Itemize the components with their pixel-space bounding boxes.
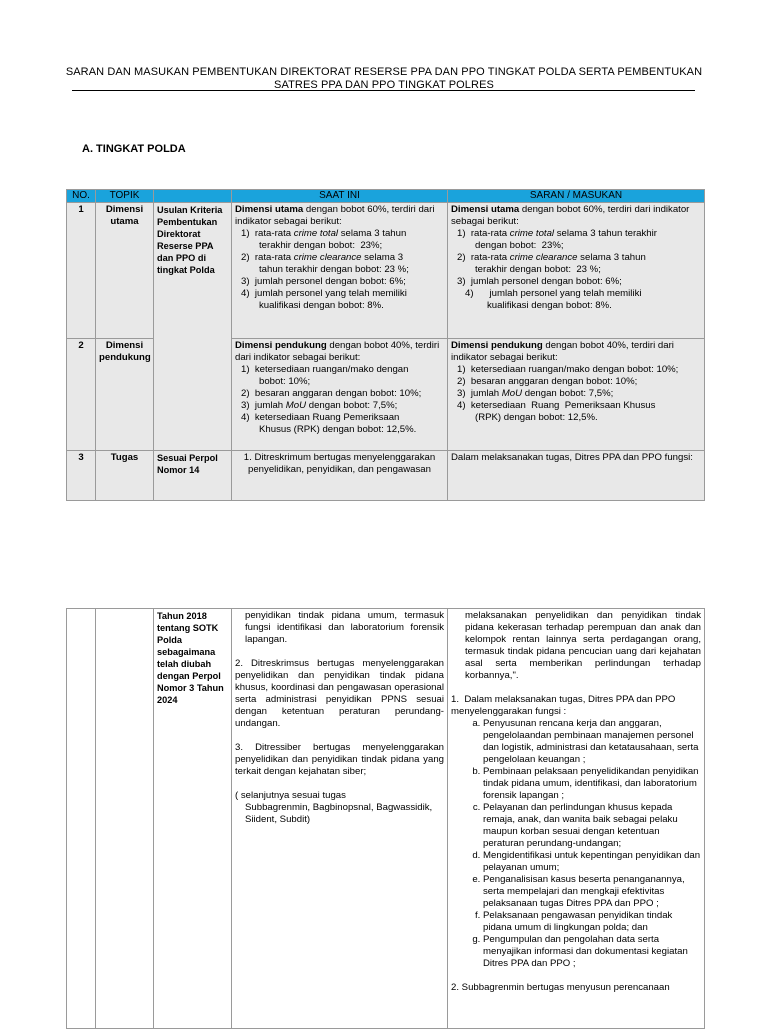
list-item: 4) jumlah personel yang telah memiliki kualifikasi dengan bobot: 8%.: [465, 288, 642, 311]
intro-text: dengan bobot 40%, terdiri dari indikator sebagai berikut:: [451, 340, 674, 363]
intro-bold: Dimensi pendukung: [235, 340, 327, 351]
section-heading: A. TINGKAT POLDA: [82, 143, 186, 155]
row-topik: Tugas: [96, 451, 154, 501]
usulan-cell: Tahun 2018 tentang SOTK Polda sebagaimana telah diubah dengan Perpol Nomor 3 Tahun 2024: [154, 609, 232, 1029]
list-item: 2) rata-rata crime clearance selama 3 tahun terakhir dengan bobot: 23 %;: [241, 252, 409, 275]
list-item: 2) besaran anggaran dengan bobot: 10%;: [457, 376, 638, 387]
saat-ini-item-5: Subbagrenmin, Bagbinopsnal, Bagwassidik, Siident, Subdit): [245, 802, 433, 825]
list-item: a. Penyusunan rencana kerja dan anggaran, pengelolaandan pembinaan manajemen personel dan logistik, administrasi dan ketatausahaan, serta pengelolaan keuangan ;: [483, 718, 701, 766]
intro-text: dengan bobot 40%, terdiri dari indikator sebagai berikut:: [235, 340, 440, 363]
list-item: 1) ketersediaan ruangan/mako dengan bobot: 10%;: [457, 364, 679, 375]
row-topik: [96, 609, 154, 1029]
saat-ini-cont: penyidikan tindak pidana umum, termasuk fungsi identifikasi dan laboratorium forensik lapangan.: [245, 610, 444, 645]
list-item: 4) ketersediaan Ruang Pemeriksaan Khusus (RPK) dengan bobot: 12,5%.: [457, 400, 656, 423]
table-row: [67, 203, 705, 339]
table-header-row: [67, 190, 705, 203]
saran-cont: melaksanakan penyelidikan dan penyidikan tindak pidana kekerasan terhadap perempuan dan anak dan kelompok rentan lainnya serta perdagangan orang, termasuk tindak pidana pencucian uang dari kejahatan asal serta memberikan perlindungan terhadap korbannya,".: [465, 610, 701, 681]
saran-cell: [448, 339, 705, 451]
header-saat-ini: SAAT INI: [232, 190, 448, 203]
saran-item-1: 1. Dalam melaksanakan tugas, Ditres PPA dan PPO menyelenggarakan fungsi :: [451, 694, 676, 717]
saat-ini-item-3: 3. Ditressiber bertugas menyelenggarakan penyelidikan dan penyidikan tindak pidana yang terkait dengan kejahatan siber;: [235, 742, 444, 777]
list-item: 3) jumlah personel dengan bobot: 6%;: [241, 276, 406, 287]
row-no: 2: [67, 339, 96, 451]
table-row: [67, 609, 705, 1029]
list-item: 1) rata-rata crime total selama 3 tahun terakhir dengan bobot: 23%;: [241, 228, 407, 251]
saran-cell: [448, 451, 705, 501]
intro-bold: Dimensi pendukung: [451, 340, 543, 351]
saran-text: Dalam melaksanakan tugas, Ditres PPA dan PPO fungsi:: [451, 452, 693, 463]
criteria-table: [66, 189, 705, 501]
row-topik: Dimensi pendukung: [96, 339, 154, 451]
saran-cell: [448, 609, 705, 1029]
list-item: d. Mengidentifikasi untuk kepentingan penyidikan dan pelayanan umum;: [483, 850, 701, 874]
title-underline: [72, 90, 695, 91]
title-line-1: SARAN DAN MASUKAN PEMBENTUKAN DIREKTORAT RESERSE PPA DAN PPO TINGKAT POLDA SERTA PEMBENTUKAN: [65, 66, 703, 78]
row-no: 3: [67, 451, 96, 501]
list-item: 2) rata-rata crime clearance selama 3 tahun terakhir dengan bobot: 23 %;: [457, 252, 646, 275]
list-item: 3) jumlah MoU dengan bobot: 7,5%;: [457, 388, 614, 399]
saat-ini-text: 1. Ditreskrimum bertugas menyelenggarakan penyelidikan, penyidikan, dan pengawasan: [243, 452, 436, 475]
saran-item-2: 2. Subbagrenmin bertugas menyusun perencanaan: [451, 982, 670, 993]
row-no: [67, 609, 96, 1029]
list-item: b. Pembinaan pelaksaan penyelidikandan penyidikan tindak pidana umum, identifikasi, dan laboratorium forensik lapangan ;: [483, 766, 701, 802]
list-item: 4) ketersediaan Ruang Pemeriksaan Khusus (RPK) dengan bobot: 12,5%.: [241, 412, 417, 435]
saat-ini-cell: [232, 203, 448, 339]
header-topik: TOPIK: [96, 190, 154, 203]
saat-ini-cell: [232, 609, 448, 1029]
header-usulan: [154, 190, 232, 203]
title-line-2: SATRES PPA DAN PPO TINGKAT POLRES: [274, 79, 494, 91]
usulan-kriteria-cell: Usulan Kriteria Pembentukan Direktorat Reserse PPA dan PPO di tingkat Polda: [154, 203, 232, 451]
intro-text: dengan bobot 60%, terdiri dari indikator sebagai berikut:: [451, 204, 690, 227]
table-row: [67, 451, 705, 501]
saat-ini-item-2: 2. Ditreskrimsus bertugas menyelenggarakan penyelidikan dan penyidikan tindak pidana khusus, koordinasi dan pengawasan operasional serta administrasi penyidikan PPNS sesuai dengan ketentuan peraturan perundang- undangan.: [235, 658, 444, 729]
saran-cell: [448, 203, 705, 339]
intro-text: dengan bobot 60%, terdiri dari indikator sebagai berikut:: [235, 204, 435, 227]
list-item: g. Pengumpulan dan pengolahan data serta menyajikan informasi dan dokumentasi kegiatan Ditres PPA dan PPO ;: [483, 934, 701, 970]
list-item: 2) besaran anggaran dengan bobot: 10%;: [241, 388, 422, 399]
list-item: e. Penganalisisan kasus beserta penanganannya, serta mempelajari dan mengkaji efektivitas pelaksanaan tugas Ditres PPA dan PPO ;: [483, 874, 701, 910]
list-item: c. Pelayanan dan perlindungan khusus kepada remaja, anak, dan wanita baik sebagai pelaku maupun korban sesuai dengan ketentuan peraturan perundang-undangan;: [483, 802, 701, 850]
saat-ini-cell: [232, 339, 448, 451]
continued-table: [66, 608, 705, 1029]
header-saran: SARAN / MASUKAN: [448, 190, 705, 203]
list-item: f. Pelaksanaan pengawasan penyidikan tindak pidana umum di lingkungan polda; dan: [483, 910, 701, 934]
header-no: NO.: [67, 190, 96, 203]
usulan-cell: Sesuai Perpol Nomor 14: [154, 451, 232, 501]
row-no: 1: [67, 203, 96, 339]
fungsi-list: [451, 718, 701, 970]
list-item: 3) jumlah personel dengan bobot: 6%;: [457, 276, 622, 287]
list-item: 1) rata-rata crime total selama 3 tahun terakhir dengan bobot: 23%;: [457, 228, 657, 251]
saat-ini-item-4: ( selanjutnya sesuai tugas: [235, 790, 346, 801]
intro-bold: Dimensi utama: [235, 204, 304, 215]
saran-item-1-text: Dalam melaksanakan tugas, Ditres PPA dan PPO menyelenggarakan fungsi :: [451, 694, 676, 717]
saat-ini-cell: [232, 451, 448, 501]
list-item: 4) jumlah personel yang telah memiliki kualifikasi dengan bobot: 8%.: [241, 288, 407, 311]
list-item: 1) ketersediaan ruangan/mako dengan bobot: 10%;: [241, 364, 409, 387]
intro-bold: Dimensi utama: [451, 204, 520, 215]
document-title: [60, 66, 708, 92]
list-item: 3) jumlah MoU dengan bobot: 7,5%;: [241, 400, 398, 411]
row-topik: Dimensi utama: [96, 203, 154, 339]
